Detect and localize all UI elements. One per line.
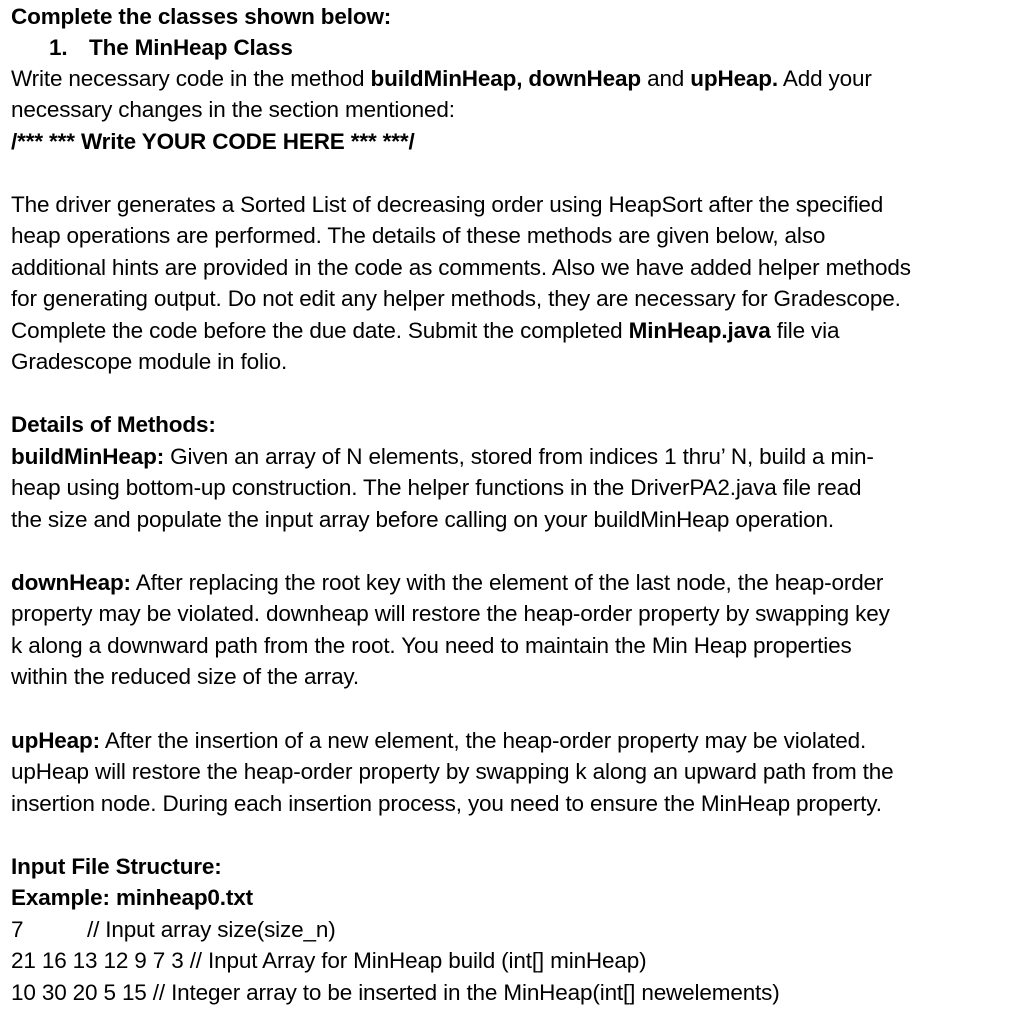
up-method-name: upHeap: <box>11 728 100 753</box>
input-row-1 <box>11 915 336 945</box>
section-title-text: The MinHeap Class <box>89 35 293 60</box>
up-line-3: insertion node. During each insertion process, you need to ensure the MinHeap property. <box>11 791 882 816</box>
section-number: 1. <box>49 35 68 60</box>
input-row-2: 21 16 13 12 9 7 3 // Input Array for MinHeap build (int[] minHeap) <box>11 948 647 973</box>
input-heading: Input File Structure: <box>11 854 222 879</box>
driver-line-6: Gradescope module in folio. <box>11 349 288 374</box>
page-heading: Complete the classes shown below: <box>11 4 392 29</box>
driver-line-1: The driver generates a Sorted List of decreasing order using HeapSort after the specified <box>11 192 884 217</box>
intro-text: Write necessary code in the method <box>11 66 371 91</box>
driver-text: file via <box>770 318 840 343</box>
input-example: Example: minheap0.txt <box>11 885 253 910</box>
intro-line-1 <box>11 64 872 94</box>
driver-line-4: for generating output. Do not edit any helper methods, they are necessary for Gradescope. <box>11 286 901 311</box>
down-line-4: within the reduced size of the array. <box>11 664 359 689</box>
details-heading: Details of Methods: <box>11 412 216 437</box>
build-text: Given an array of N elements, stored from indices 1 thru’ N, build a min- <box>164 444 874 469</box>
method-names-bold: buildMinHeap, downHeap <box>370 66 641 91</box>
build-line-1 <box>11 442 874 472</box>
intro-text: Add your <box>778 66 872 91</box>
filename-bold: MinHeap.java <box>628 318 771 343</box>
build-method-name: buildMinHeap: <box>11 444 165 469</box>
code-marker: /*** *** Write YOUR CODE HERE *** ***/ <box>11 129 415 154</box>
intro-line-2: necessary changes in the section mentioned: <box>11 97 455 122</box>
down-line-3: k along a downward path from the root. You need to maintain the Min Heap properties <box>11 633 852 658</box>
upheap-bold: upHeap. <box>690 66 778 91</box>
driver-line-2: heap operations are performed. The details of these methods are given below, also <box>11 223 826 248</box>
build-line-3: the size and populate the input array before calling on your buildMinHeap operation. <box>11 507 834 532</box>
intro-text: and <box>640 66 691 91</box>
down-method-name: downHeap: <box>11 570 131 595</box>
driver-text: Complete the code before the due date. Submit the completed <box>11 318 629 343</box>
section-title <box>49 33 293 63</box>
input-size-comment: // Input array size(size_n) <box>87 917 336 942</box>
down-line-2: property may be violated. downheap will restore the heap-order property by swapping key <box>11 601 890 626</box>
down-text: After replacing the root key with the element of the last node, the heap-order <box>130 570 884 595</box>
up-line-1 <box>11 726 866 756</box>
build-line-2: heap using bottom-up construction. The helper functions in the DriverPA2.java file read <box>11 475 862 500</box>
up-text: After the insertion of a new element, the heap-order property may be violated. <box>99 728 867 753</box>
down-line-1 <box>11 568 883 598</box>
driver-line-3: additional hints are provided in the code as comments. Also we have added helper methods <box>11 255 911 280</box>
up-line-2: upHeap will restore the heap-order property by swapping k along an upward path from the <box>11 759 894 784</box>
driver-line-5 <box>11 316 839 346</box>
input-size-value: 7 <box>11 917 24 942</box>
input-row-3: 10 30 20 5 15 // Integer array to be inserted in the MinHeap(int[] newelements) <box>11 980 780 1005</box>
